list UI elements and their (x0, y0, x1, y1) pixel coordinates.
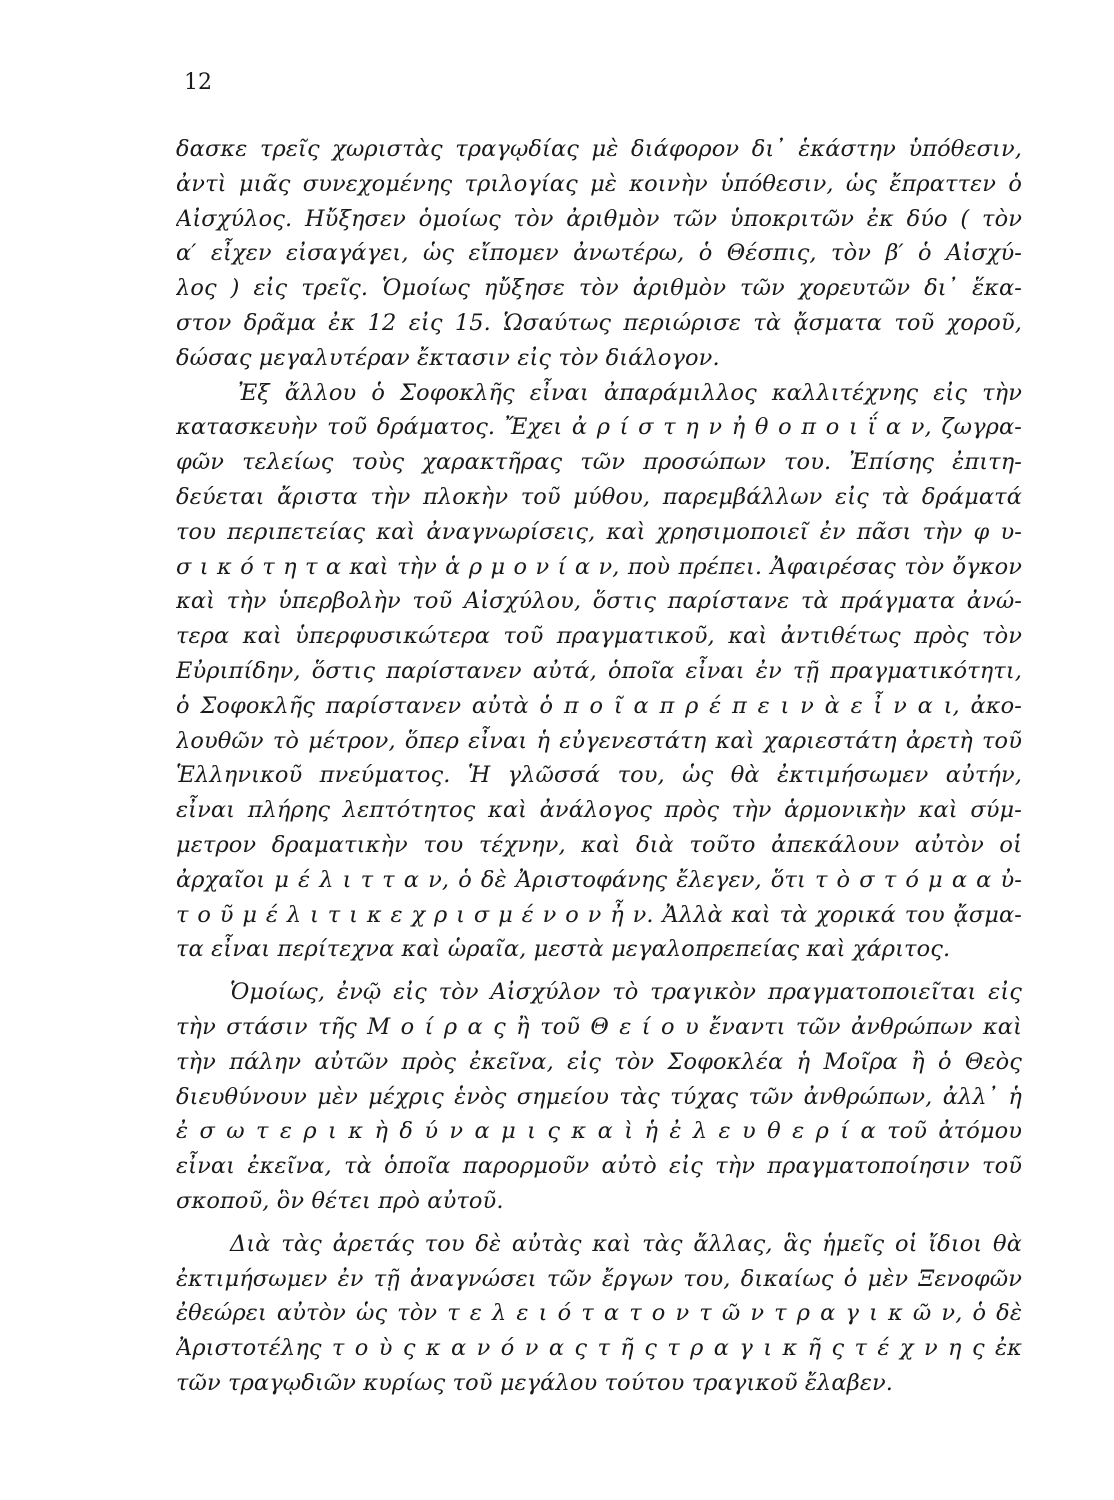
text-line: Αἰσχύλος. Ηὔξησεν ὁμοίως τὸν ἀριθμὸν τῶν ὑποκριτῶν ἐκ δύο ( τὸν (176, 205, 1022, 232)
text-line: του περιπετείας καὶ ἀναγνωρίσεις, καὶ χρησιμοποιεῖ ἐν πᾶσι τὴν φ υ- (176, 518, 1022, 545)
page-number: 12 (184, 70, 212, 95)
text-line: ἀρχαῖοι μ έ λ ι τ τ α ν, ὁ δὲ Ἀριστοφάνης ἔλεγεν, ὅτι τ ὸ σ τ ό μ α α ὐ- (176, 866, 1022, 893)
text-line: σκοποῦ, ὃν θέτει πρὸ αὐτοῦ. (176, 1187, 504, 1214)
text-line: λος ) εἰς τρεῖς. Ὁμοίως ηὔξησε τὸν ἀριθμὸν τῶν χορευτῶν δι᾽ ἕκα- (176, 275, 1022, 302)
text-line: τὴν στάσιν τῆς Μ ο ί ρ α ς ἢ τοῦ Θ ε ί ο υ ἔναντι τῶν ἀνθρώπων καὶ (176, 1013, 1022, 1040)
text-line: δώσας μεγαλυτέραν ἔκτασιν εἰς τὸν διάλογον. (176, 344, 720, 371)
text-line: τερα καὶ ὑπερφυσικώτερα τοῦ πραγματικοῦ, καὶ ἀντιθέτως πρὸς τὸν (176, 623, 1022, 650)
text-line: ὁ Σοφοκλῆς παρίστανεν αὐτὰ ὁ π ο ῖ α π ρ έ π ε ι ν ὰ ε ἶ ν α ι, ἀκο- (176, 692, 1022, 719)
text-line: Ἑλληνικοῦ πνεύματος. Ἡ γλῶσσά του, ὡς θὰ ἐκτιμήσωμεν αὐτήν, (176, 762, 1022, 789)
text-line: ἐκτιμήσωμεν ἐν τῇ ἀναγνώσει τῶν ἔργων του, δικαίως ὁ μὲν Ξενοφῶν (176, 1265, 1022, 1292)
text-line: μετρον δραματικὴν του τέχνην, καὶ διὰ τοῦτο ἀπεκάλουν αὐτὸν οἱ (176, 831, 1022, 858)
text-line: τῶν τραγῳδιῶν κυρίως τοῦ μεγάλου τούτου τραγικοῦ ἔλαβεν. (176, 1369, 894, 1396)
text-line: καὶ τὴν ὑπερβολὴν τοῦ Αἰσχύλου, ὅστις παρίστανε τὰ πράγματα ἀνώ- (176, 588, 1022, 615)
text-line: Εὐριπίδην, ὅστις παρίστανεν αὐτά, ὁποῖα εἶναι ἐν τῇ πραγματικότητι, (176, 657, 1022, 684)
text-line: λουθῶν τὸ μέτρον, ὅπερ εἶναι ἡ εὐγενεστάτη καὶ χαριεστάτη ἀρετὴ τοῦ (176, 727, 1022, 754)
text-line: Ἐξ ἄλλου ὁ Σοφοκλῆς εἶναι ἀπαράμιλλος καλλιτέχνης εἰς τὴν (238, 379, 1022, 406)
text-line: δεύεται ἄριστα τὴν πλοκὴν τοῦ μύθου, παρεμβάλλων εἰς τὰ δράματά (176, 483, 1022, 510)
body-text (176, 132, 1022, 1401)
text-line: διευθύνουν μὲν μέχρις ἑνὸς σημείου τὰς τύχας τῶν ἀνθρώπων, ἀλλ᾽ ἡ (176, 1083, 1022, 1110)
text-line: εἶναι ἐκεῖνα, τὰ ὁποῖα παρορμοῦν αὐτὸ εἰς τὴν πραγματοποίησιν τοῦ (176, 1153, 1022, 1180)
text-line: εἶναι πλήρης λεπτότητος καὶ ἀνάλογος πρὸς τὴν ἁρμονικὴν καὶ σύμ- (176, 797, 1022, 824)
text-line: τ ο ῦ μ έ λ ι τ ι κ ε χ ρ ι σ μ έ ν ο ν ἦ ν. Ἀλλὰ καὶ τὰ χορικά του ᾄσμα- (176, 901, 1022, 928)
text-line: σ ι κ ό τ η τ α καὶ τὴν ἁ ρ μ ο ν ί α ν, ποὺ πρέπει. Ἀφαιρέσας τὸν ὄγκον (176, 553, 1022, 580)
text-line: ἐ σ ω τ ε ρ ι κ ὴ δ ύ ν α μ ι ς κ α ὶ ἡ ἐ λ ε υ θ ε ρ ί α τοῦ ἀτόμου (176, 1118, 1022, 1145)
text-line: κατασκευὴν τοῦ δράματος. Ἔχει ἀ ρ ί σ τ η ν ἠ θ ο π ο ι ΐ α ν, ζωγρα- (176, 414, 1022, 441)
text-line: Ὁμοίως, ἐνῷ εἰς τὸν Αἰσχύλον τὸ τραγικὸν πραγματοποιεῖται εἰς (230, 979, 1022, 1006)
text-line: Διὰ τὰς ἀρετάς του δὲ αὐτὰς καὶ τὰς ἄλλας, ἃς ἡμεῖς οἱ ἴδιοι θὰ (230, 1230, 1022, 1257)
text-line: ἀντὶ μιᾶς συνεχομένης τριλογίας μὲ κοινὴν ὑπόθεσιν, ὡς ἔπραττεν ὁ (176, 170, 1022, 197)
text-line: τα εἶναι περίτεχνα καὶ ὡραῖα, μεστὰ μεγαλοπρεπείας καὶ χάριτος. (176, 936, 951, 963)
text-line: α′ εἶχεν εἰσαγάγει, ὡς εἴπομεν ἀνωτέρω, ὁ Θέσπις, τὸν β′ ὁ Αἰσχύ- (176, 240, 1022, 267)
text-line: δασκε τρεῖς χωριστὰς τραγῳδίας μὲ διάφορον δι᾽ ἑκάστην ὑπόθεσιν, (176, 136, 1022, 162)
text-line: ἐθεώρει αὐτὸν ὡς τὸν τ ε λ ε ι ό τ α τ ο ν τ ῶ ν τ ρ α γ ι κ ῶ ν, ὁ δὲ (176, 1300, 1022, 1327)
text-line: στον δρᾶμα ἐκ 12 εἰς 15. Ὡσαύτως περιώρισε τὰ ᾄσματα τοῦ χοροῦ, (176, 309, 1022, 336)
text-line: τὴν πάλην αὐτῶν πρὸς ἐκεῖνα, εἰς τὸν Σοφοκλέα ἡ Μοῖρα ἢ ὁ Θεὸς (176, 1048, 1022, 1075)
text-line: φῶν τελείως τοὺς χαρακτῆρας τῶν προσώπων του. Ἐπίσης ἐπιτη- (176, 449, 1022, 476)
text-line: Ἀριστοτέλης τ ο ὺ ς κ α ν ό ν α ς τ ῆ ς τ ρ α γ ι κ ῆ ς τ έ χ ν η ς ἐκ (176, 1335, 1022, 1362)
